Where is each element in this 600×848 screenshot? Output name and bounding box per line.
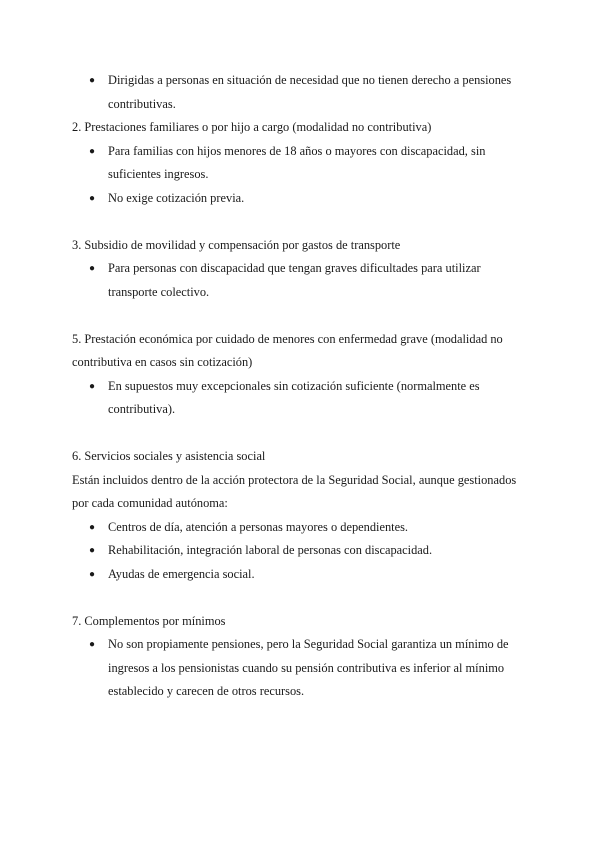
spacer: [72, 586, 532, 610]
bullet-icon: ●: [89, 568, 96, 580]
section-heading: 6. Servicios sociales y asistencia social: [72, 449, 266, 463]
bullet-list: [72, 140, 532, 211]
bullet-icon: ●: [89, 263, 96, 274]
list-item: ● No exige cotización previa.: [72, 187, 532, 211]
list-item: ● Centros de día, atención a personas mayores o dependientes.: [72, 516, 532, 540]
list-item: ● En supuestos muy excepcionales sin cotización suficiente (normalmente es contributiva).: [72, 375, 532, 422]
section-heading: 2. Prestaciones familiares o por hijo a cargo (modalidad no contributiva): [72, 120, 432, 134]
section-heading: 7. Complementos por mínimos: [72, 613, 226, 628]
bullet-list: [72, 633, 532, 704]
spacer: [72, 210, 532, 234]
section-heading: 5. Prestación económica por cuidado de menores con enfermedad grave (modalidad no contributiva en casos sin cotización): [72, 331, 503, 369]
section-cuidado-menores: [72, 328, 532, 422]
list-item: ● Dirigidas a personas en situación de necesidad que no tienen derecho a pensiones contributivas.: [72, 69, 532, 116]
document-page: [72, 69, 532, 704]
list-item: ● Para familias con hijos menores de 18 años o mayores con discapacidad, sin suficientes ingresos.: [72, 140, 532, 187]
section-heading: 3. Subsidio de movilidad y compensación por gastos de transporte: [72, 237, 401, 252]
list-item: ● No son propiamente pensiones, pero la Seguridad Social garantiza un mínimo de ingresos a los pensionistas cuando su pensión contributiva es inferior al mínimo establecido y carecen de otros recursos.: [72, 633, 532, 704]
section-servicios-sociales: [72, 445, 532, 586]
bullet-list: [72, 375, 532, 422]
section-prestaciones-familiares: [72, 116, 532, 210]
bullet-list: [72, 69, 532, 116]
list-item: ● Para personas con discapacidad que tengan graves dificultades para utilizar transporte colectivo.: [72, 257, 532, 304]
bullet-icon: ●: [89, 545, 96, 556]
section-complementos-minimos: [72, 610, 532, 704]
list-item: ● Ayudas de emergencia social.: [72, 563, 532, 587]
section-pensiones-no-contributivas: [72, 69, 532, 116]
bullet-icon: ●: [89, 192, 96, 204]
bullet-list: [72, 516, 532, 587]
spacer: [72, 422, 532, 446]
bullet-icon: ●: [89, 145, 96, 157]
bullet-icon: ●: [89, 75, 96, 86]
bullet-icon: ●: [89, 380, 96, 392]
spacer: [72, 304, 532, 328]
bullet-icon: ●: [89, 639, 96, 650]
list-item: ● Rehabilitación, integración laboral de personas con discapacidad.: [72, 539, 532, 563]
section-subsidio-movilidad: [72, 234, 532, 305]
bullet-icon: ●: [89, 521, 96, 533]
section-intro: Están incluidos dentro de la acción protectora de la Seguridad Social, aunque gestionados por cada comunidad autónoma:: [72, 472, 517, 510]
bullet-list: [72, 257, 532, 304]
